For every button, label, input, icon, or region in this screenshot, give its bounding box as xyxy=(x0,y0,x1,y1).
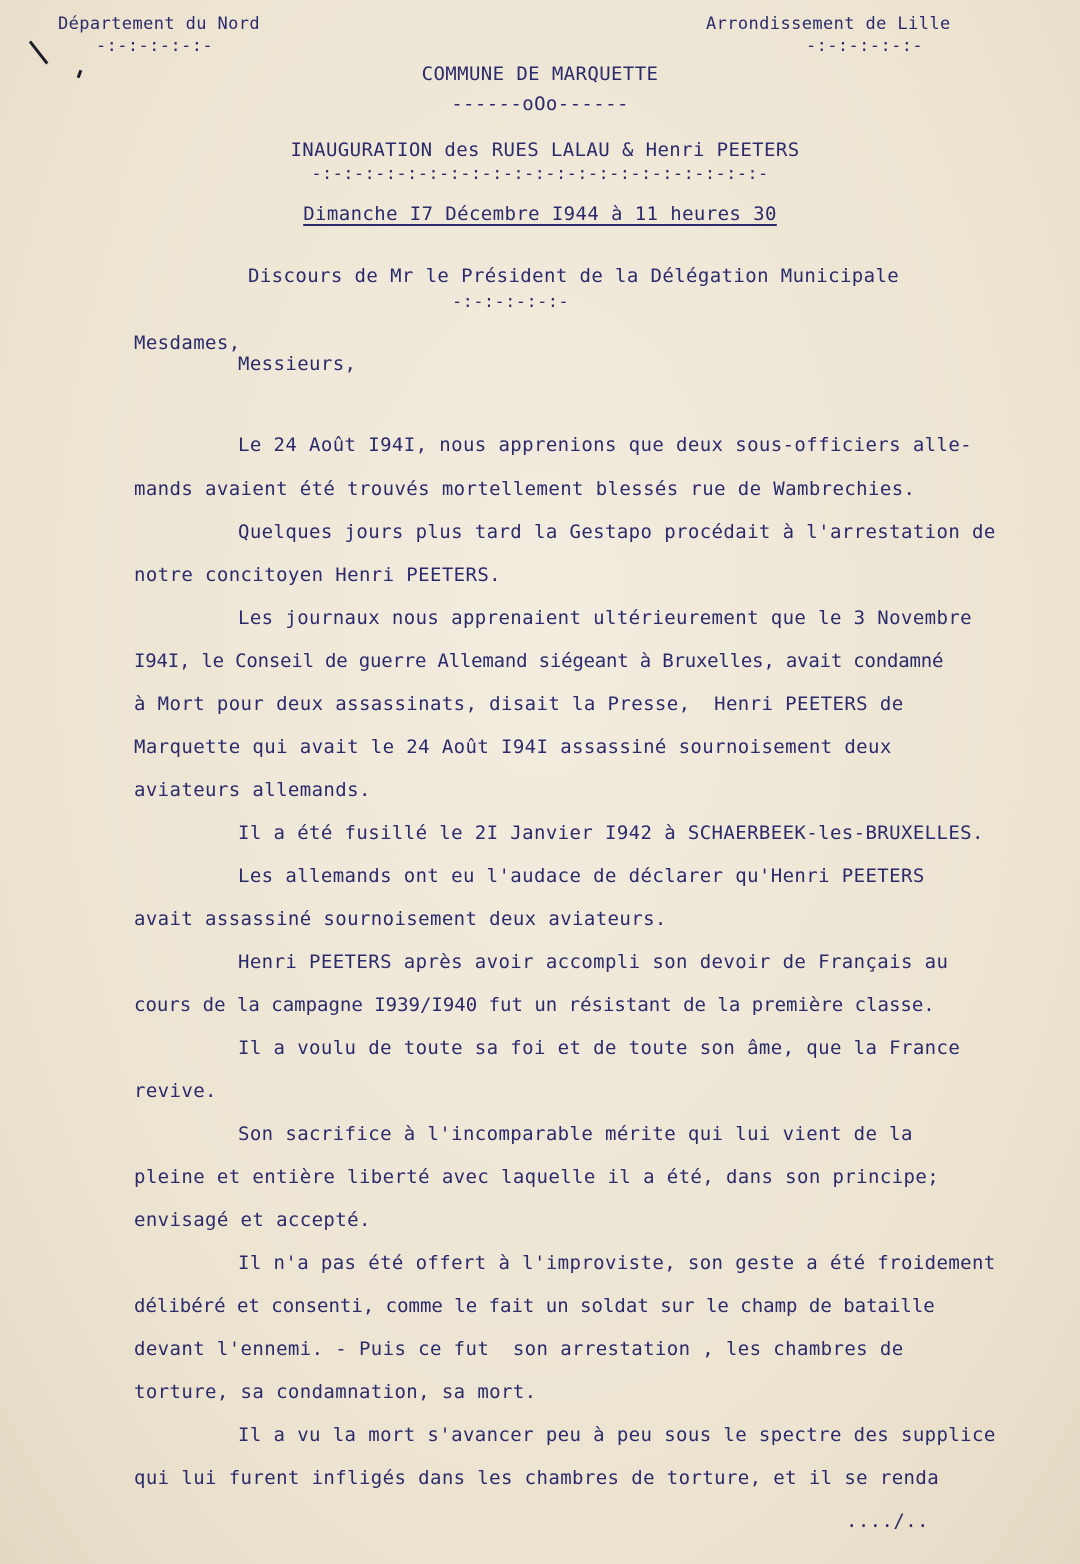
body-line: Quelques jours plus tard la Gestapo procédait à l'arrestation de xyxy=(238,521,996,543)
speech-title: Discours de Mr le Président de la Délégation Municipale xyxy=(248,265,900,287)
department-rule: -:-:-:-:-:- xyxy=(96,36,213,56)
body-line: Marquette qui avait le 24 Août I94I assassiné sournoisement deux xyxy=(134,736,892,758)
inauguration-rule: -:-:-:-:-:-:-:-:-:-:-:-:-:-:-:-:-:-:-:-:-:- xyxy=(311,164,769,184)
arrondissement-rule: -:-:-:-:-:- xyxy=(806,36,923,56)
commune-rule: ------oOo------ xyxy=(451,93,629,115)
body-line: qui lui furent infligés dans les chambres de torture, et il se renda xyxy=(134,1467,940,1489)
speech-rule: -:-:-:-:-:- xyxy=(452,292,569,312)
body-line: Les journaux nous apprenaient ultérieurement que le 3 Novembre xyxy=(238,607,973,629)
event-date: Dimanche I7 Décembre I944 à 11 heures 30 xyxy=(303,203,777,225)
salutation-mesdames: Mesdames, xyxy=(134,332,241,354)
body-line: Il a voulu de toute sa foi et de toute son âme, que la France xyxy=(238,1037,961,1059)
body-line: cours de la campagne I939/I940 fut un résistant de la première classe. xyxy=(134,994,935,1016)
department-title: Département du Nord xyxy=(58,14,261,34)
body-line: devant l'ennemi. - Puis ce fut son arrestation , les chambres de xyxy=(134,1338,904,1360)
inauguration-title: INAUGURATION des RUES LALAU & Henri PEETERS xyxy=(290,139,800,161)
body-line: envisagé et accepté. xyxy=(134,1209,371,1231)
body-line: Son sacrifice à l'incomparable mérite qui lui vient de la xyxy=(238,1123,913,1145)
continuation-mark: ..../.. xyxy=(846,1510,929,1532)
body-line: Henri PEETERS après avoir accompli son devoir de Français au xyxy=(238,951,949,973)
pen-mark xyxy=(29,41,49,65)
body-line: Les allemands ont eu l'audace de déclarer qu'Henri PEETERS xyxy=(238,865,925,887)
commune-title: COMMUNE DE MARQUETTE xyxy=(421,63,659,85)
body-line: mands avaient été trouvés mortellement blessés rue de Wambrechies. xyxy=(134,478,916,500)
body-line: délibéré et consenti, comme le fait un soldat sur le champ de bataille xyxy=(134,1295,935,1317)
body-line: pleine et entière liberté avec laquelle il a été, dans son principe; xyxy=(134,1166,940,1188)
body-line: Il n'a pas été offert à l'improviste, son geste a été froidement xyxy=(238,1252,996,1274)
body-line: Il a été fusillé le 2I Janvier I942 à SCHAERBEEK-les-BRUXELLES. xyxy=(238,822,984,844)
body-line: à Mort pour deux assassinats, disait la Presse, Henri PEETERS de xyxy=(134,693,904,715)
body-line: torture, sa condamnation, sa mort. xyxy=(134,1381,537,1403)
salutation-messieurs: Messieurs, xyxy=(238,353,357,375)
arrondissement-title: Arrondissement de Lille xyxy=(706,14,951,34)
body-line: Il a vu la mort s'avancer peu à peu sous le spectre des supplice xyxy=(238,1424,996,1446)
body-line: Le 24 Août I94I, nous apprenions que deux sous-officiers alle- xyxy=(238,434,973,456)
body-line: I94I, le Conseil de guerre Allemand siégeant à Bruxelles, avait condamné xyxy=(134,650,944,672)
body-line: avait assassiné sournoisement deux aviateurs. xyxy=(134,908,667,930)
body-line: aviateurs allemands. xyxy=(134,779,371,801)
body-line: notre concitoyen Henri PEETERS. xyxy=(134,564,502,586)
body-line: revive. xyxy=(134,1080,217,1102)
